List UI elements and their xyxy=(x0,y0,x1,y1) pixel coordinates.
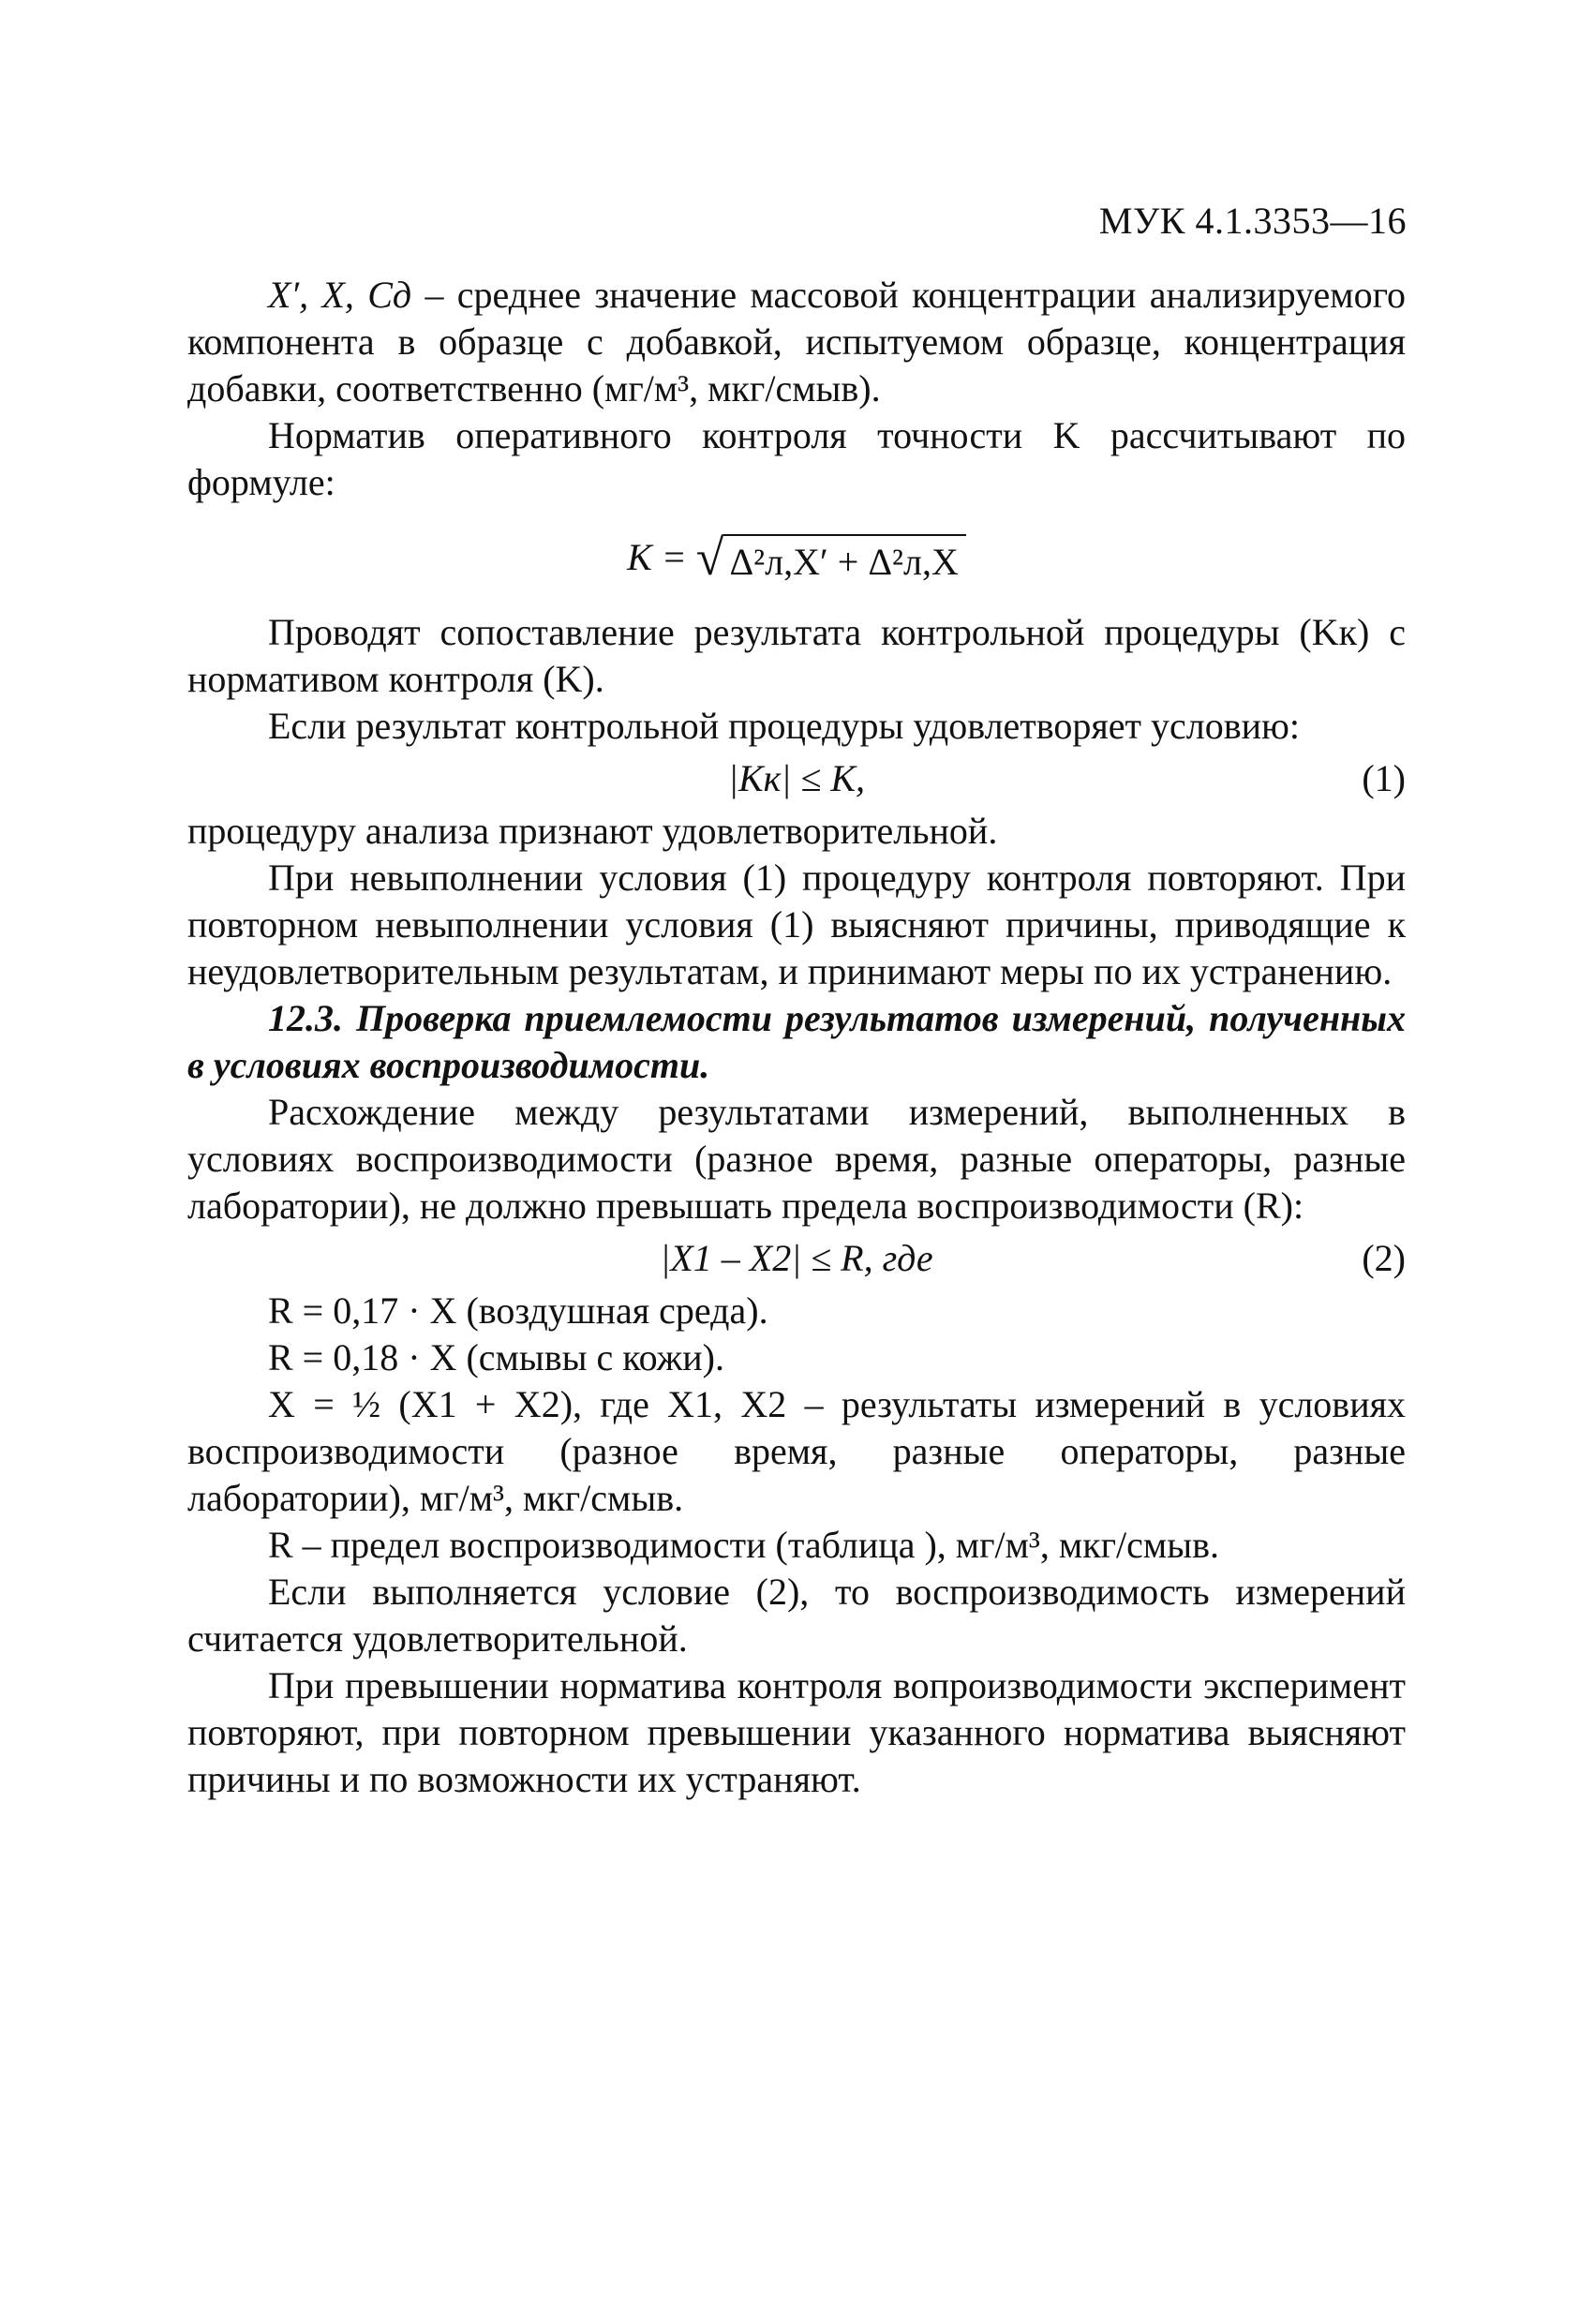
equation-2 xyxy=(187,1235,1406,1282)
paragraph-definitions xyxy=(187,272,1406,412)
formula-k xyxy=(187,506,1406,609)
formula-term-1: Δ²л,X′ xyxy=(729,541,828,583)
section-heading-12-3: 12.3. Проверка приемлемости результатов измерений, полученных в условиях воспроизводимости. xyxy=(187,997,1406,1086)
document-body xyxy=(187,272,1406,1803)
page-header-doc-number: МУК 4.1.3353—16 xyxy=(1098,200,1407,242)
r-skin-swabs: R = 0,18 · X (смывы с кожи). xyxy=(268,1336,724,1378)
paragraph-condition-intro: Если результат контрольной процедуры удовлетворяет условию: xyxy=(268,705,1301,747)
r-air-medium: R = 0,17 · X (воздушная среда). xyxy=(268,1289,768,1332)
paragraph-satisfactory: процедуру анализа признают удовлетворительной. xyxy=(187,810,998,852)
paragraph-exceeding: При превышении норматива контроля вопроизводимости эксперимент повторяют, при повторном превышении указанного норматива выясняют причины и по возможности их устраняют. xyxy=(187,1664,1406,1800)
sqrt-sign: √ xyxy=(695,529,724,586)
radicand xyxy=(723,534,965,583)
formula-term-2: Δ²л,X xyxy=(868,541,959,583)
paragraph-comparison: Проводят сопоставление результата контрольной процедуры (Kк) с нормативом контроля (K). xyxy=(187,611,1406,700)
equation-2-number: (2) xyxy=(1362,1237,1406,1279)
paragraph-mean-definition: X = ½ (X1 + X2), где X1, X2 – результаты измерений в условиях воспроизводимости (разное время, разные операторы, разные лаборатории), мг/м³, мкг/смыв. xyxy=(187,1383,1406,1519)
paragraph-reproducibility: Расхождение между результатами измерений, выполненных в условиях воспроизводимости (разное время, разные операторы, разные лаборатории), не должно превышать предела воспроизводимости (R): xyxy=(187,1091,1406,1227)
equation-1-number: (1) xyxy=(1362,757,1406,799)
formula-k-left: K = xyxy=(627,536,687,578)
paragraph-formula-intro: Норматив оперативного контроля точности K рассчитывают по формуле: xyxy=(187,414,1406,503)
paragraph-r-definition: R – предел воспроизводимости (таблица ), мг/м³, мкг/смыв. xyxy=(268,1524,1219,1566)
equation-2-text: |X1 – X2| ≤ R, где xyxy=(660,1237,933,1279)
sqrt-expression xyxy=(695,529,966,586)
definitions-text: – среднее значение массовой концентрации анализируемого компонента в образце с добавкой, испытуемом образце, концентрация добавки, соответственно (мг/м³, мкг/смыв). xyxy=(187,274,1406,410)
equation-1-text: |Kк| ≤ K, xyxy=(727,757,865,799)
paragraph-condition-satisfied: Если выполняется условие (2), то воспроизводимость измерений считается удовлетворительной. xyxy=(187,1571,1406,1660)
paragraph-repeat-control: При невыполнении условия (1) процедуру контроля повторяют. При повторном невыполнении условия (1) выясняют причины, приводящие к неудовлетворительным результатам, и принимают меры по их устранению. xyxy=(187,857,1406,992)
equation-1 xyxy=(187,755,1406,802)
formula-plus: + xyxy=(837,541,859,583)
variables-lead: X′, X, Cд xyxy=(268,274,412,316)
